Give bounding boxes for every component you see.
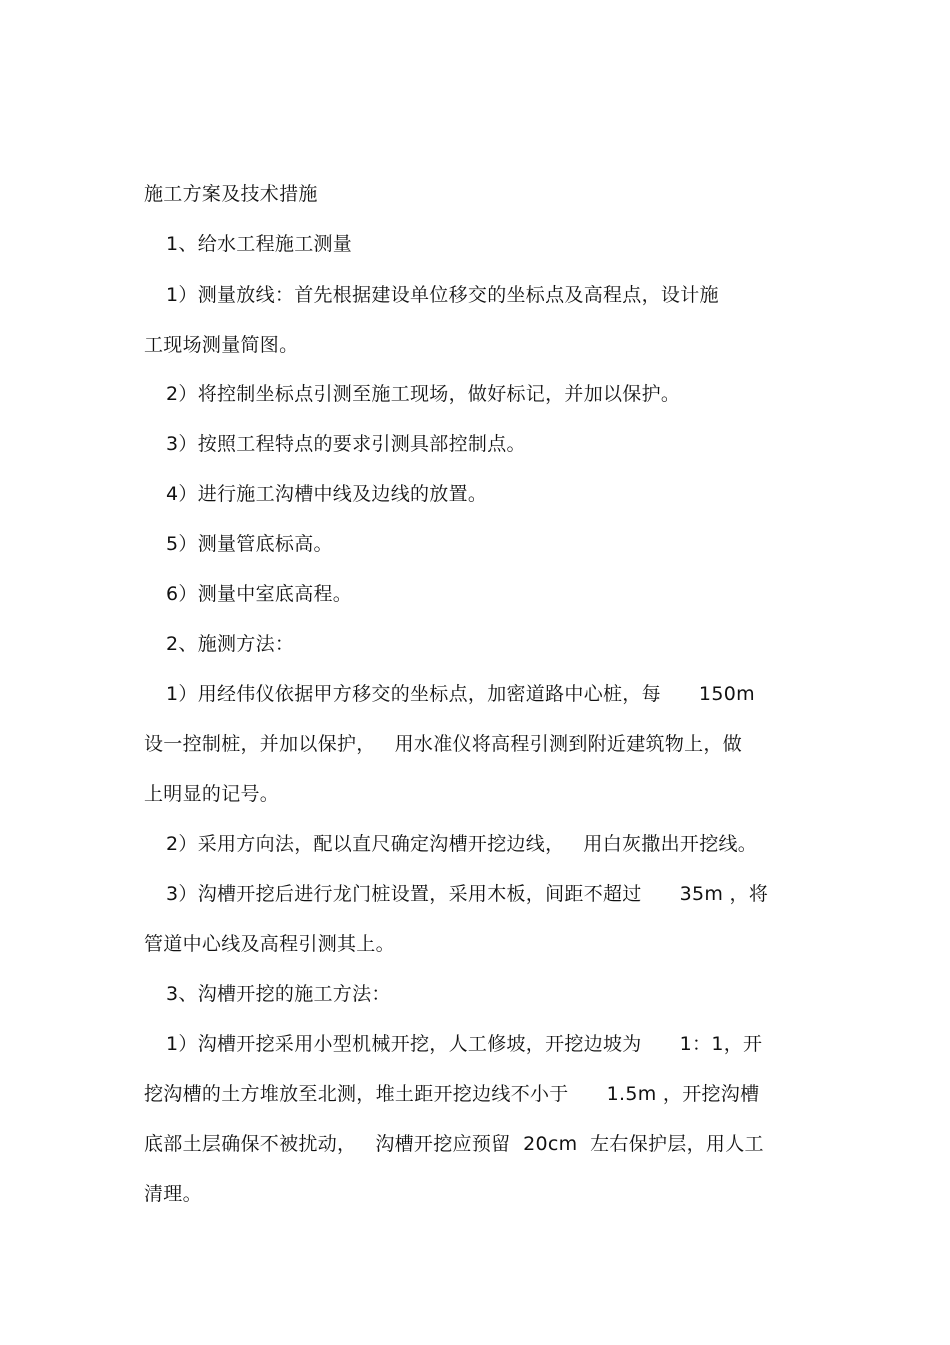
paragraph-line: 2）采用方向法，配以直尺确定沟槽开挖边线， 用白灰撒出开挖线。 — [166, 833, 758, 855]
paragraph-line: 1）沟槽开挖采用小型机械开挖，人工修坡，开挖边坡为 1：1，开 — [166, 1033, 763, 1055]
paragraph-line: 5）测量管底标高。 — [166, 533, 333, 555]
paragraph-line: 管道中心线及高程引测其上。 — [144, 933, 395, 955]
paragraph-line: 上明显的记号。 — [144, 783, 280, 805]
section-heading-2: 2、施测方法： — [166, 633, 295, 655]
paragraph-line: 1）用经伟仪依据甲方移交的坐标点，加密道路中心桩，每 150m — [166, 683, 755, 705]
paragraph-line: 6）测量中室底高程。 — [166, 583, 353, 605]
paragraph-line: 工现场测量简图。 — [144, 334, 299, 356]
paragraph-line: 4）进行施工沟槽中线及边线的放置。 — [166, 483, 488, 505]
paragraph-line: 3）按照工程特点的要求引测具部控制点。 — [166, 433, 526, 455]
paragraph-line: 1）测量放线：首先根据建设单位移交的坐标点及高程点，设计施 — [166, 284, 719, 306]
paragraph-line: 清理。 — [144, 1183, 202, 1205]
paragraph-line: 3）沟槽开挖后进行龙门桩设置，采用木板，间距不超过 35m ，将 — [166, 883, 769, 905]
document-title: 施工方案及技术措施 — [144, 183, 318, 205]
paragraph-line: 底部土层确保不被扰动， 沟槽开挖应预留 20cm 左右保护层，用人工 — [144, 1133, 764, 1155]
section-heading-3: 3、沟槽开挖的施工方法： — [166, 983, 391, 1005]
paragraph-line: 设一控制桩，并加以保护， 用水准仪将高程引测到附近建筑物上，做 — [144, 733, 743, 755]
section-heading-1: 1、给水工程施工测量 — [166, 233, 353, 255]
paragraph-line: 2）将控制坐标点引测至施工现场，做好标记，并加以保护。 — [166, 383, 681, 405]
paragraph-line: 挖沟槽的土方堆放至北测，堆土距开挖边线不小于 1.5m ，开挖沟槽 — [144, 1083, 760, 1105]
